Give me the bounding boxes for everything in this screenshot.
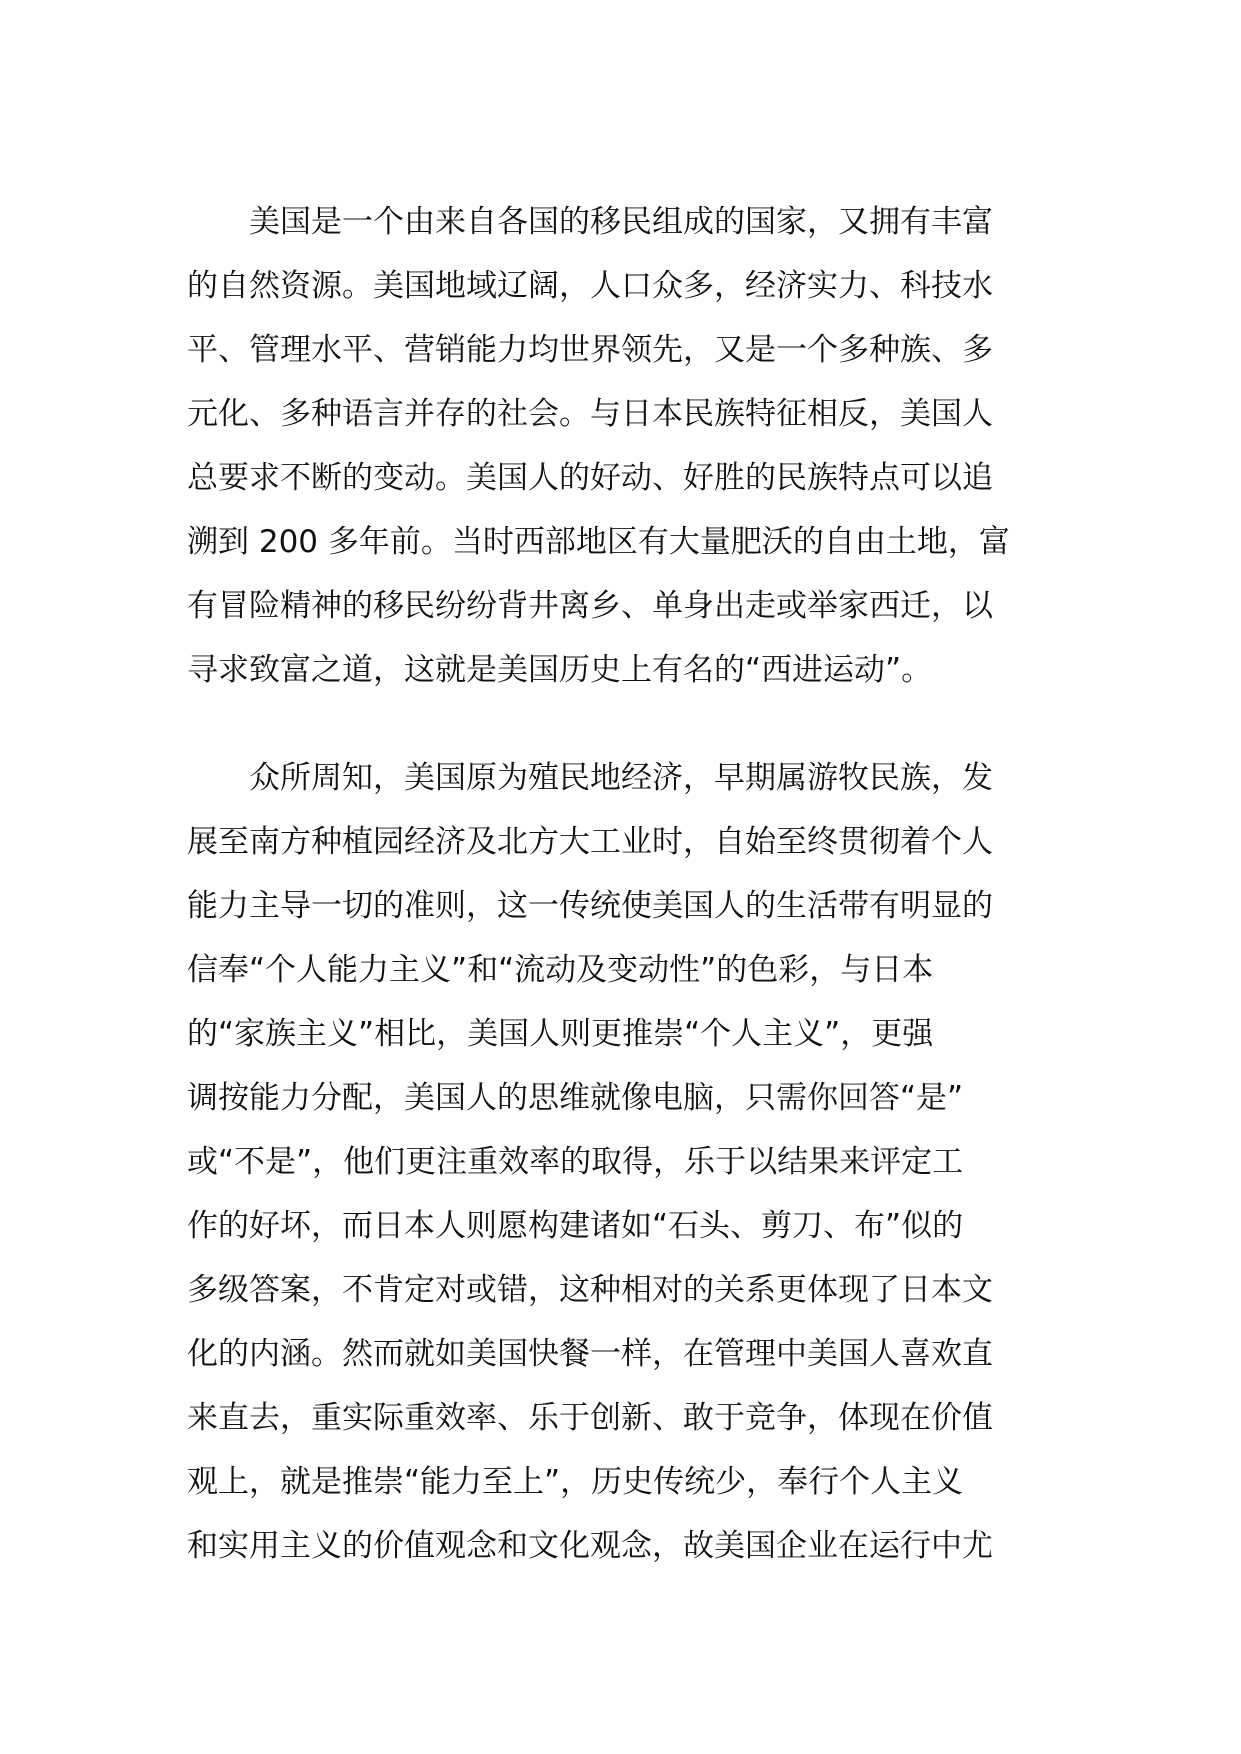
paragraph-1 — [187, 190, 1059, 702]
text-line: 或“不是”，他们更注重效率的取得，乐于以结果来评定工 — [187, 1144, 964, 1180]
text-line: 来直去，重实际重效率、乐于创新、敢于竞争，体现在价值 — [187, 1400, 993, 1436]
text-line: 众所周知，美国原为殖民地经济，早期属游牧民族，发 — [249, 760, 993, 796]
document-page — [187, 190, 1059, 1578]
text-line: 寻求致富之道，这就是美国历史上有名的“西进运动”。 — [187, 652, 933, 688]
text-line: 信奉“个人能力主义”和“流动及变动性”的色彩，与日本 — [187, 952, 934, 988]
text-line: 化的内涵。然而就如美国快餐一样，在管理中美国人喜欢直 — [187, 1336, 993, 1372]
text-line: 的自然资源。美国地域辽阔，人口众多，经济实力、科技水 — [187, 268, 993, 304]
text-line: 展至南方种植园经济及北方大工业时，自始至终贯彻着个人 — [187, 824, 993, 860]
text-line: 的“家族主义”相比，美国人则更推崇“个人主义”，更强 — [187, 1016, 934, 1052]
text-line: 多级答案，不肯定对或错，这种相对的关系更体现了日本文 — [187, 1272, 993, 1308]
text-line: 能力主导一切的准则，这一传统使美国人的生活带有明显的 — [187, 888, 993, 924]
paragraph-spacer — [187, 702, 1059, 746]
text-line: 作的好坏，而日本人则愿构建诸如“石头、剪刀、布”似的 — [187, 1208, 964, 1244]
text-line: 平、管理水平、营销能力均世界领先，又是一个多种族、多 — [187, 332, 993, 368]
text-line: 总要求不断的变动。美国人的好动、好胜的民族特点可以追 — [187, 460, 993, 496]
text-line: 元化、多种语言并存的社会。与日本民族特征相反，美国人 — [187, 396, 993, 432]
text-line: 溯到 200 多年前。当时西部地区有大量肥沃的自由土地，富 — [187, 524, 1010, 560]
text-line: 有冒险精神的移民纷纷背井离乡、单身出走或举家西迁，以 — [187, 588, 993, 624]
text-line: 观上，就是推崇“能力至上”，历史传统少，奉行个人主义 — [187, 1464, 964, 1500]
paragraph-2 — [187, 746, 1059, 1578]
text-line: 美国是一个由来自各国的移民组成的国家，又拥有丰富 — [249, 204, 993, 240]
text-line: 调按能力分配，美国人的思维就像电脑，只需你回答“是” — [187, 1080, 964, 1116]
text-line: 和实用主义的价值观念和文化观念，故美国企业在运行中尤 — [187, 1528, 993, 1564]
